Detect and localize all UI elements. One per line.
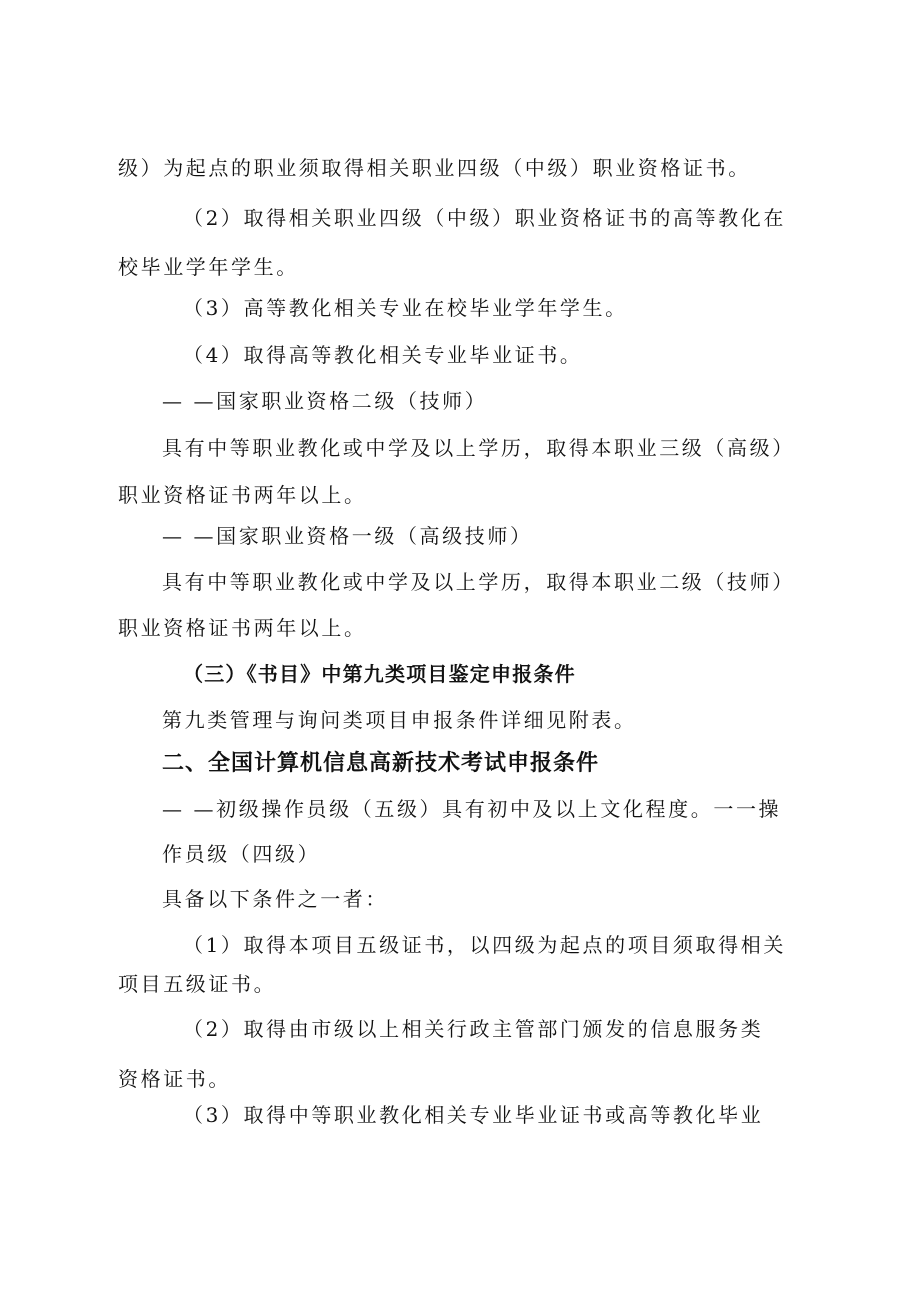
paragraph-line: 第九类管理与询问类项目申报条件详细见附表。 bbox=[162, 708, 637, 732]
list-item-4: （4）取得高等教化相关专业毕业证书。 bbox=[183, 343, 583, 367]
section-heading-technician: — —国家职业资格二级（技师） bbox=[162, 389, 488, 413]
list-item-2: （2）取得由市级以上相关行政主管部门颁发的信息服务类 bbox=[183, 1017, 764, 1041]
list-item-3: （3）高等教化相关专业在校毕业学年学生。 bbox=[183, 296, 628, 320]
paragraph-line: 具有中等职业教化或中学及以上学历，取得本职业二级（技师） bbox=[162, 570, 795, 594]
paragraph-line: 具备以下条件之一者： bbox=[162, 887, 388, 911]
list-item-2-continuation: 校毕业学年学生。 bbox=[118, 255, 299, 279]
paragraph-line: 具有中等职业教化或中学及以上学历，取得本职业三级（高级） bbox=[162, 436, 795, 460]
list-item-1-continuation: 项目五级证书。 bbox=[118, 972, 277, 996]
paragraph-line: — —初级操作员级（五级）具有初中及以上文化程度。一一操 bbox=[162, 797, 782, 821]
list-item-1: （1）取得本项目五级证书，以四级为起点的项目须取得相关 bbox=[183, 933, 786, 957]
subsection-heading-3: （三）《书目》中第九类项目鉴定申报条件 bbox=[183, 662, 576, 686]
section-heading-2: 二、全国计算机信息高新技术考试申报条件 bbox=[162, 751, 600, 776]
paragraph-line: 级）为起点的职业须取得相关职业四级（中级）职业资格证书。 bbox=[118, 156, 751, 180]
list-item-3: （3）取得中等职业教化相关专业毕业证书或高等教化毕业 bbox=[183, 1103, 764, 1127]
list-item-2-continuation: 资格证书。 bbox=[118, 1067, 231, 1091]
paragraph-line: 作员级（四级） bbox=[162, 842, 321, 866]
list-item-2-line: （2）取得相关职业四级（中级）职业资格证书的高等教化在 bbox=[183, 206, 786, 230]
section-heading-senior-technician: — —国家职业资格一级（高级技师） bbox=[162, 524, 533, 548]
paragraph-line: 职业资格证书两年以上。 bbox=[118, 616, 367, 640]
paragraph-line: 职业资格证书两年以上。 bbox=[118, 483, 367, 507]
